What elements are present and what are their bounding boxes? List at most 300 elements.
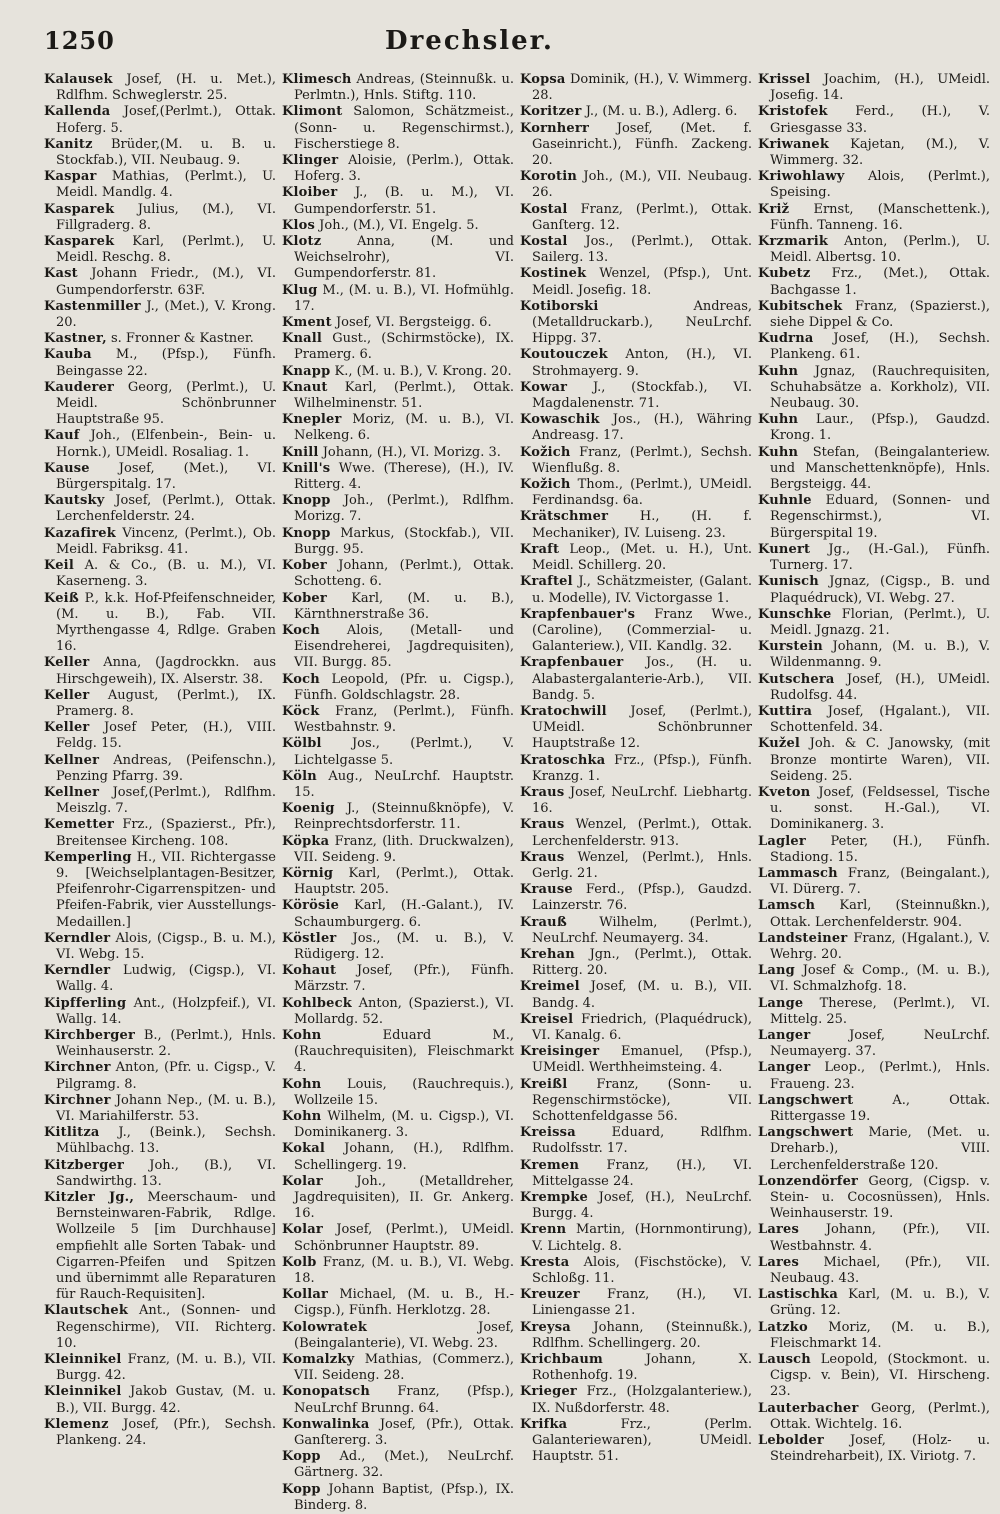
entry-name: Klimont: [282, 104, 343, 120]
entry-text: Leopold, (Stockmont. u. Cigsp. v. Bein), VI. Hirscheng. 23.: [770, 1352, 990, 1400]
directory-entry: [44, 720, 276, 752]
entry-name: Kirchner: [44, 1060, 111, 1076]
directory-entry: [758, 104, 990, 136]
directory-entry: [758, 445, 990, 494]
entry-text: Andreas, (Peifenschn.), Penzing Pfarrg. 39.: [56, 752, 276, 784]
directory-entry: [520, 817, 752, 849]
entry-name: Kowar: [520, 379, 568, 395]
entry-name: Kloiber: [282, 185, 338, 201]
entry-text: Eduard M., (Rauchrequisiten), Fleischmarkt 4.: [294, 1027, 514, 1076]
entry-text: Louis, (Rauchrequis.), Wollzeile 15.: [294, 1076, 514, 1108]
entry-text: Johann, (H.), Rdlfhm. Schellingerg. 19.: [294, 1141, 514, 1173]
entry-name: Kerndler: [44, 963, 111, 979]
entry-name: Langer: [758, 1027, 811, 1043]
entry-name: Korotin: [520, 169, 577, 185]
directory-entry: [520, 785, 752, 817]
directory-entry: [282, 996, 514, 1028]
entry-text: Dominik, (H.), V. Wimmerg. 28.: [532, 72, 752, 104]
entry-text: Josef, (H.), Sechsh. Plankeng. 61.: [770, 331, 990, 363]
entry-text: Thom., (Perlmt.), UMeidl. Ferdinandsg. 6a.: [532, 477, 752, 509]
directory-entry: [282, 493, 514, 525]
directory-entry: [282, 445, 514, 461]
entry-name: Klotz: [282, 234, 322, 250]
entry-text: J., Schätzmeister, (Galant. u. Modelle), IV. Victorgasse 1.: [532, 574, 752, 606]
entry-text: Jakob Gustav, (M. u. B.), VII. Burgg. 42.: [56, 1384, 276, 1416]
directory-entry: [282, 1174, 514, 1223]
entry-name: Kment: [282, 315, 332, 331]
directory-entry: [282, 1222, 514, 1254]
entry-text: Frz., (Holzgalanteriew.), IX. Nußdorferstr. 48.: [532, 1384, 752, 1416]
directory-entry: [758, 412, 990, 444]
entry-text: Franz, (H.), VI. Mittelgasse 24.: [532, 1157, 752, 1189]
entry-text: Karl, (Perlmt.), Ottak. Hauptstr. 205.: [294, 865, 514, 898]
entry-name: Kolowratek: [282, 1319, 368, 1335]
entry-name: Knill's: [282, 460, 331, 476]
directory-entry: [282, 412, 514, 444]
entry-name: Kudrna: [758, 331, 814, 347]
entry-name: Kreisinger: [520, 1044, 600, 1060]
directory-entry: [282, 153, 514, 185]
entry-text: Franz, (Perlmt.), Ottak. Ganſterg. 12.: [532, 201, 752, 233]
entry-text: Markus, (Stockfab.), VII. Burgg. 95.: [294, 525, 514, 557]
entry-text: Eduard, Rdlfhm. Rudolfsstr. 17.: [532, 1125, 752, 1157]
entry-name: Krichbaum: [520, 1352, 603, 1368]
entry-text: Aug., NeuLrchf. Hauptstr. 15.: [294, 768, 514, 800]
entry-name: Kautsky: [44, 493, 105, 509]
entry-text: Anton, (H.), VI. Strohmayerg. 9.: [532, 347, 752, 379]
directory-entry: [758, 931, 990, 963]
directory-entry: [282, 526, 514, 558]
directory-entry: [758, 234, 990, 266]
entry-name: Kurstein: [758, 639, 823, 655]
directory-entry: [758, 639, 990, 671]
directory-entry: [758, 898, 990, 930]
directory-entry: [758, 1028, 990, 1060]
entry-name: Kuttira: [758, 703, 813, 719]
entry-name: Lonzendörfer: [758, 1173, 859, 1189]
directory-entry: [520, 104, 752, 120]
directory-entry: [282, 866, 514, 898]
directory-entry: [520, 979, 752, 1011]
entry-text: Karl, (M. u. B.), Kärnthnerstraße 36.: [294, 590, 514, 622]
entry-text: Jg., (H.-Gal.), Fünfh. Turnerg. 17.: [770, 541, 990, 574]
directory-columns: [44, 72, 991, 1513]
directory-entry: [282, 461, 514, 493]
entry-text: J., (B. u. M.), VI. Gumpendorferstr. 51.: [294, 185, 514, 217]
entry-text: Josef, (Perlmt.), UMeidl. Schönbrunner Hauptstraße 12.: [532, 703, 752, 752]
directory-entry: [44, 1125, 276, 1157]
entry-text: Johann Nep., (M. u. B.), VI. Mariahilferstr. 53.: [56, 1092, 277, 1124]
entry-name: Kraus: [520, 817, 565, 833]
entry-text: Franz, (Pfsp.), NeuLrchf Brunng. 64.: [294, 1384, 514, 1416]
directory-entry: [520, 234, 752, 266]
entry-name: Kresta: [520, 1254, 570, 1270]
entry-text: Michael, (Pfr.), VII. Neubaug. 43.: [770, 1254, 990, 1287]
entry-name: Keil: [44, 558, 74, 574]
entry-text: Wwe. (Therese), (H.), IV. Ritterg. 4.: [294, 460, 514, 493]
entry-name: Kellner: [44, 784, 100, 800]
entry-name: Kopsa: [520, 72, 566, 87]
entry-name: Kunschke: [758, 606, 832, 622]
entry-name: Lammasch: [758, 865, 838, 881]
directory-entry: [758, 1060, 990, 1092]
entry-name: Krieger: [520, 1384, 577, 1400]
entry-name: Kanitz: [44, 136, 93, 152]
entry-name: Kellner: [44, 752, 100, 768]
entry-name: Kazafirek: [44, 525, 116, 541]
entry-text: Alois, (Cigsp., B. u. M.), VI. Webg. 15.: [56, 930, 276, 962]
directory-entry: [758, 299, 990, 331]
entry-name: Klinger: [282, 153, 339, 169]
directory-entry: [758, 169, 990, 201]
entry-name: Lang: [758, 963, 795, 979]
directory-entry: [282, 1417, 514, 1449]
directory-entry: [44, 1158, 276, 1190]
entry-text: Therese, (Perlmt.), VI. Mittelg. 25.: [770, 995, 991, 1027]
entry-name: Langschwert: [758, 1125, 854, 1141]
entry-name: Kemetter: [44, 817, 115, 833]
entry-text: Moriz, (M. u. B.), VI. Nelkeng. 6.: [294, 412, 514, 444]
entry-name: Kostal: [520, 201, 568, 217]
directory-entry: [44, 72, 276, 104]
entry-text: Josef, (H.), NeuLrchf. Burgg. 4.: [532, 1190, 752, 1222]
entry-name: Lauterbacher: [758, 1400, 859, 1416]
entry-name: Kohaut: [282, 963, 337, 979]
directory-entry: [520, 347, 752, 379]
entry-name: Kowaschik: [520, 412, 600, 428]
entry-text: Josef, (Beingalanterie), VI. Webg. 23.: [294, 1319, 514, 1351]
entry-text: Joh., (B.), VI. Sandwirthg. 13.: [56, 1157, 276, 1189]
entry-name: Keller: [44, 687, 90, 703]
entry-name: Klautschek: [44, 1303, 129, 1319]
entry-text: Wenzel, (Perlmt.), Ottak. Lerchenfelderstr. 913.: [532, 817, 752, 849]
entry-name: Kohn: [282, 1076, 322, 1092]
directory-entry: [282, 1109, 514, 1141]
entry-text: Ad., (Met.), NeuLrchf. Gärtnerg. 32.: [294, 1449, 514, 1481]
entry-name: Keller: [44, 655, 90, 671]
directory-entry: [758, 1093, 990, 1125]
directory-entry: [44, 526, 276, 558]
entry-name: Krempke: [520, 1190, 588, 1206]
entry-text: Leopold, (Pfr. u. Cigsp.), Fünfh. Goldschlagstr. 28.: [294, 671, 514, 703]
entry-text: Andreas, (Metalldruckarb.), NeuLrchf. Hippg. 37.: [532, 298, 752, 347]
entry-name: Kuhnle: [758, 493, 812, 509]
entry-name: Koenig: [282, 801, 335, 817]
entry-text: Frz., (Spazierst., Pfr.), Breitensee Kircheng. 108.: [56, 817, 276, 849]
directory-entry: [44, 850, 276, 931]
directory-entry: [520, 1012, 752, 1044]
entry-name: Klimesch: [282, 72, 352, 87]
directory-entry: [520, 299, 752, 348]
directory-entry: [44, 963, 276, 995]
entry-text: Josef, (Pfr.), Fünfh. Märzstr. 7.: [294, 963, 514, 995]
entry-name: Lausch: [758, 1352, 811, 1368]
directory-entry: [44, 655, 276, 687]
entry-text: Josef, NeuLrchf. Neumayerg. 37.: [770, 1027, 990, 1060]
entry-text: J., (Met.), V. Krong. 20.: [56, 298, 276, 331]
entry-text: Jos., (H.), Währing Andreasg. 17.: [532, 412, 752, 444]
entry-name: Lamsch: [758, 898, 816, 914]
directory-entry: [758, 704, 990, 736]
entry-name: Knepler: [282, 412, 342, 428]
directory-entry: [520, 947, 752, 979]
directory-entry: [758, 607, 990, 639]
column-2: [282, 72, 514, 1514]
directory-entry: [520, 1417, 752, 1466]
entry-name: Koutouczek: [520, 347, 608, 363]
entry-text: Anton, (Perlm.), U. Meidl. Albertsg. 10.: [770, 234, 990, 266]
directory-entry: [520, 1158, 752, 1190]
entry-name: Kipfferling: [44, 995, 127, 1011]
directory-entry: [758, 963, 990, 995]
entry-text: Ferd., (Pfsp.), Gaudzd. Lainzerstr. 76.: [532, 882, 752, 914]
page-number: 1250: [44, 26, 115, 55]
directory-entry: [758, 834, 990, 866]
entry-name: Latzko: [758, 1319, 808, 1335]
entry-name: Kreysa: [520, 1319, 571, 1335]
entry-text: M., (M. u. B.), VI. Hofmühlg. 17.: [294, 282, 514, 314]
entry-name: Kitzberger: [44, 1157, 125, 1173]
entry-name: Kremen: [520, 1157, 580, 1173]
entry-name: Kreissa: [520, 1125, 576, 1141]
entry-text: Andreas, (Steinnußk. u. Perlmtn.), Hnls. Stiftg. 110.: [294, 72, 514, 104]
directory-entry: [282, 1141, 514, 1173]
directory-entry: [758, 137, 990, 169]
entry-name: Köln: [282, 768, 317, 784]
entry-text: Karl, (Steinnußkn.), Ottak. Lerchenfelderstr. 904.: [770, 898, 990, 930]
entry-text: Johann, X. Rothenhofg. 19.: [532, 1352, 752, 1384]
entry-text: Karl, (H.-Galant.), IV. Schaumburgerg. 6.: [294, 898, 514, 930]
directory-entry: [520, 1044, 752, 1076]
entry-name: Kastenmiller: [44, 298, 141, 314]
entry-name: Kauf: [44, 428, 80, 444]
directory-entry: [758, 1222, 990, 1254]
entry-name: Krzmarik: [758, 234, 829, 250]
directory-entry: [520, 1384, 752, 1416]
entry-text: A. & Co., (B. u. M.), VI. Kaserneng. 3.: [56, 558, 276, 590]
entry-text: Julius, (M.), VI. Fillgraderg. 8.: [56, 201, 276, 233]
entry-text: Alois, (Metall- und Eisendreherei, Jagdrequisiten), VII. Burgg. 85.: [294, 622, 514, 671]
entry-text: Joh., (Metalldreher, Jagdrequisiten), II. Gr. Ankerg. 16.: [294, 1173, 514, 1222]
entry-text: Jgnaz, (Cigsp., B. und Plaquédruck), VI. Webg. 27.: [770, 574, 990, 606]
entry-text: Anton, (Spazierst.), VI. Mollardg. 52.: [294, 995, 514, 1027]
directory-entry: [44, 461, 276, 493]
directory-entry: [282, 704, 514, 736]
entry-name: Kause: [44, 460, 90, 476]
directory-entry: [758, 202, 990, 234]
entry-name: Lares: [758, 1254, 800, 1270]
directory-entry: [44, 137, 276, 169]
page-header: [44, 26, 974, 62]
entry-name: Klug: [282, 282, 318, 298]
entry-text: Franz, (Beingalant.), VI. Dürerg. 7.: [770, 865, 990, 898]
entry-text: Karl, (Perlmt.), Ottak. Wilhelminenstr. 51.: [294, 379, 514, 412]
entry-text: Josef, (Hgalant.), VII. Schottenfeld. 34.: [770, 703, 990, 736]
entry-name: Krissel: [758, 72, 811, 87]
column-4: [758, 72, 990, 1514]
entry-text: Johann, (Steinnußk.), Rdlfhm. Schellingerg. 20.: [532, 1319, 752, 1351]
entry-text: Alois, (Perlmt.), Speising.: [770, 169, 990, 201]
entry-name: Kasparek: [44, 201, 115, 217]
directory-entry: [282, 234, 514, 283]
entry-text: Martin, (Hornmontirung), V. Lichtelg. 8.: [532, 1222, 752, 1254]
entry-name: Kornherr: [520, 120, 590, 136]
entry-name: Kunert: [758, 541, 811, 557]
entry-name: Komalzky: [282, 1352, 355, 1368]
entry-name: Kutschera: [758, 671, 835, 687]
entry-text: Anton, (Pfr. u. Cigsp., V. Pilgramg. 8.: [56, 1060, 276, 1092]
entry-name: Kitzler Jg.,: [44, 1190, 135, 1206]
entry-name: Kasparek: [44, 234, 115, 250]
entry-name: Kožich: [520, 444, 571, 460]
directory-entry: [282, 1449, 514, 1481]
entry-text: Friedrich, (Plaquédruck), VI. Kanalg. 6.: [532, 1011, 752, 1043]
directory-entry: [758, 574, 990, 606]
directory-entry: [44, 428, 276, 460]
directory-entry: [520, 574, 752, 606]
directory-entry: [44, 817, 276, 849]
entry-name: Kirchner: [44, 1092, 111, 1108]
entry-text: Joachim, (H.), UMeidl. Josefig. 14.: [770, 72, 990, 104]
entry-text: Michael, (M. u. B., H.-Cigsp.), Fünfh. Herklotzg. 28.: [294, 1287, 514, 1319]
entry-name: Kölbl: [282, 736, 322, 752]
entry-text: Wilhelm, (Perlmt.), NeuLrchf. Neumayerg. 34.: [532, 914, 752, 946]
directory-entry: [758, 866, 990, 898]
directory-entry: [758, 1174, 990, 1223]
entry-text: Josef,(Perlmt.), Ottak. Hoferg. 5.: [56, 104, 276, 136]
directory-entry: [758, 736, 990, 785]
entry-text: Jos., (H. u. Alabastergalanterie-Arb.), VII. Bandg. 5.: [532, 655, 752, 703]
entry-name: Langschwert: [758, 1092, 854, 1108]
directory-entry: [44, 1093, 276, 1125]
entry-name: Kolar: [282, 1173, 323, 1189]
directory-entry: [520, 445, 752, 477]
entry-name: Kraus: [520, 784, 565, 800]
entry-text: Josef, (M. u. B.), VII. Bandg. 4.: [532, 979, 752, 1011]
directory-entry: [282, 963, 514, 995]
page-title: Drechsler.: [385, 26, 554, 56]
entry-name: Kreimel: [520, 979, 580, 995]
entry-text: Frz., (Met.), Ottak. Bachgasse 1.: [770, 266, 990, 298]
entry-name: Kreisel: [520, 1011, 574, 1027]
directory-entry: [758, 364, 990, 413]
entry-text: Florian, (Perlmt.), U. Meidl. Jgnazg. 21.: [770, 606, 990, 638]
directory-entry: [44, 1417, 276, 1449]
entry-text: Anna, (M. und Weichselrohr), VI. Gumpendorferstr. 81.: [294, 234, 514, 282]
entry-name: Keller: [44, 720, 90, 736]
directory-entry: [44, 1190, 276, 1303]
entry-text: Jgn., (Perlmt.), Ottak. Ritterg. 20.: [532, 946, 752, 979]
directory-entry: [44, 331, 276, 347]
entry-name: Kratochwill: [520, 703, 607, 719]
entry-text: Georg, (Perlmt.), Ottak. Wichtelg. 16.: [770, 1400, 990, 1432]
directory-entry: [44, 347, 276, 379]
entry-text: Johann, (Perlmt.), Ottak. Schotteng. 6.: [294, 558, 515, 590]
directory-entry: [282, 1352, 514, 1384]
entry-text: Josef & Comp., (M. u. B.), VI. Schmalzhofg. 18.: [770, 963, 991, 995]
directory-entry: [282, 834, 514, 866]
directory-entry: [44, 202, 276, 234]
entry-name: Kriwohlawy: [758, 169, 845, 185]
entry-name: Kreuzer: [520, 1287, 580, 1303]
entry-text: Frz., (Perlm. Galanteriewaren), UMeidl. Hauptstr. 51.: [532, 1416, 752, 1465]
entry-name: Lebolder: [758, 1433, 824, 1449]
directory-entry: [758, 1320, 990, 1352]
entry-text: K., (M. u. B.), V. Krong. 20.: [334, 363, 512, 379]
entry-name: Kostal: [520, 234, 568, 250]
entry-text: Meerschaum- und Bernsteinwaren-Fabrik, Rdlge. Wollzeile 5 [im Durchhause] empfiehlt alle Sorten Tabak- und Cigarren-Pfeifen und Spitzen und übernimmt alle Reparaturen für Rauch-Requisiten].: [56, 1190, 277, 1303]
entry-text: Josef Peter, (H.), VIII. Feldg. 15.: [56, 720, 276, 752]
directory-entry: [282, 315, 514, 331]
entry-text: Franz, (Perlmt.), Sechsh. Wienflußg. 8.: [532, 444, 752, 476]
directory-entry: [44, 266, 276, 298]
entry-name: Koritzer: [520, 104, 582, 120]
entry-name: Kraftel: [520, 574, 573, 590]
entry-name: Klos: [282, 217, 316, 233]
entry-text: Josef, (Pfr.), Sechsh. Plankeng. 24.: [56, 1416, 276, 1449]
entry-text: Ludwig, (Cigsp.), VI. Wallg. 4.: [56, 963, 276, 995]
directory-entry: [282, 72, 514, 104]
entry-name: Kalausek: [44, 72, 113, 87]
directory-entry: [520, 1125, 752, 1157]
entry-name: Kubetz: [758, 266, 811, 282]
entry-text: Alois, (Fischstöcke), V. Schloßg. 11.: [532, 1254, 752, 1287]
directory-entry: [520, 169, 752, 201]
directory-entry: [44, 753, 276, 785]
entry-text: Franz, (M. u. B.), VI. Webg. 18.: [294, 1254, 514, 1287]
directory-entry: [44, 1352, 276, 1384]
entry-text: Mathias, (Perlmt.), U. Meidl. Mandlg. 4.: [56, 169, 276, 201]
entry-text: J., (M. u. B.), Adlerg. 6.: [585, 104, 738, 120]
directory-entry: [520, 266, 752, 298]
entry-name: Kraus: [520, 849, 565, 865]
directory-entry: [758, 996, 990, 1028]
entry-name: Kratoschka: [520, 752, 606, 768]
entry-text: Franz, (Hgalant.), V. Wehrg. 20.: [770, 930, 990, 962]
entry-text: Kajetan, (M.), V. Wimmerg. 32.: [770, 136, 990, 169]
directory-entry: [282, 623, 514, 672]
directory-entry: [520, 1222, 752, 1254]
entry-name: Knill: [282, 444, 319, 460]
entry-name: Križ: [758, 201, 790, 217]
entry-text: Ernst, (Manschettenk.), Fünfh. Tanneng. 16.: [770, 201, 990, 233]
directory-entry: [282, 1320, 514, 1352]
directory-entry: [44, 169, 276, 201]
entry-text: Joh., (M.), VII. Neubaug. 26.: [532, 169, 752, 201]
entry-text: Franz, (Spazierst.), siehe Dippel & Co.: [770, 298, 990, 331]
directory-entry: [44, 1060, 276, 1092]
entry-text: Karl, (M. u. B.), V. Grüng. 12.: [770, 1287, 990, 1319]
directory-entry: [44, 591, 276, 656]
entry-text: A., Ottak. Rittergasse 19.: [770, 1092, 990, 1124]
entry-name: Kriwanek: [758, 136, 830, 152]
directory-entry: [520, 542, 752, 574]
entry-text: Salomon, Schätzmeist., (Sonn- u. Regenschirmst.), Fischerstiege 8.: [294, 104, 514, 152]
entry-name: Kallenda: [44, 104, 111, 120]
directory-entry: [44, 996, 276, 1028]
entry-text: Josef,(Perlmt.), Rdlfhm. Meiszlg. 7.: [56, 784, 276, 817]
entry-name: Krause: [520, 882, 573, 898]
entry-text: Jos., (Perlmt.), V. Lichtelgasse 5.: [294, 736, 514, 768]
entry-text: Josef, (H.), UMeidl. Rudolfsg. 44.: [770, 671, 991, 703]
directory-entry: [520, 72, 752, 104]
entry-text: Mathias, (Commerz.), VII. Seideng. 28.: [294, 1352, 514, 1384]
directory-entry: [282, 104, 514, 153]
entry-name: Krätschmer: [520, 509, 609, 525]
entry-name: Köstler: [282, 930, 337, 946]
entry-text: J., (Stockfab.), VI. Magdalenenstr. 71.: [532, 379, 753, 412]
entry-text: Stefan, (Beingalanteriew. und Manschettenknöpfe), Hnls. Bergsteigg. 44.: [770, 444, 990, 493]
